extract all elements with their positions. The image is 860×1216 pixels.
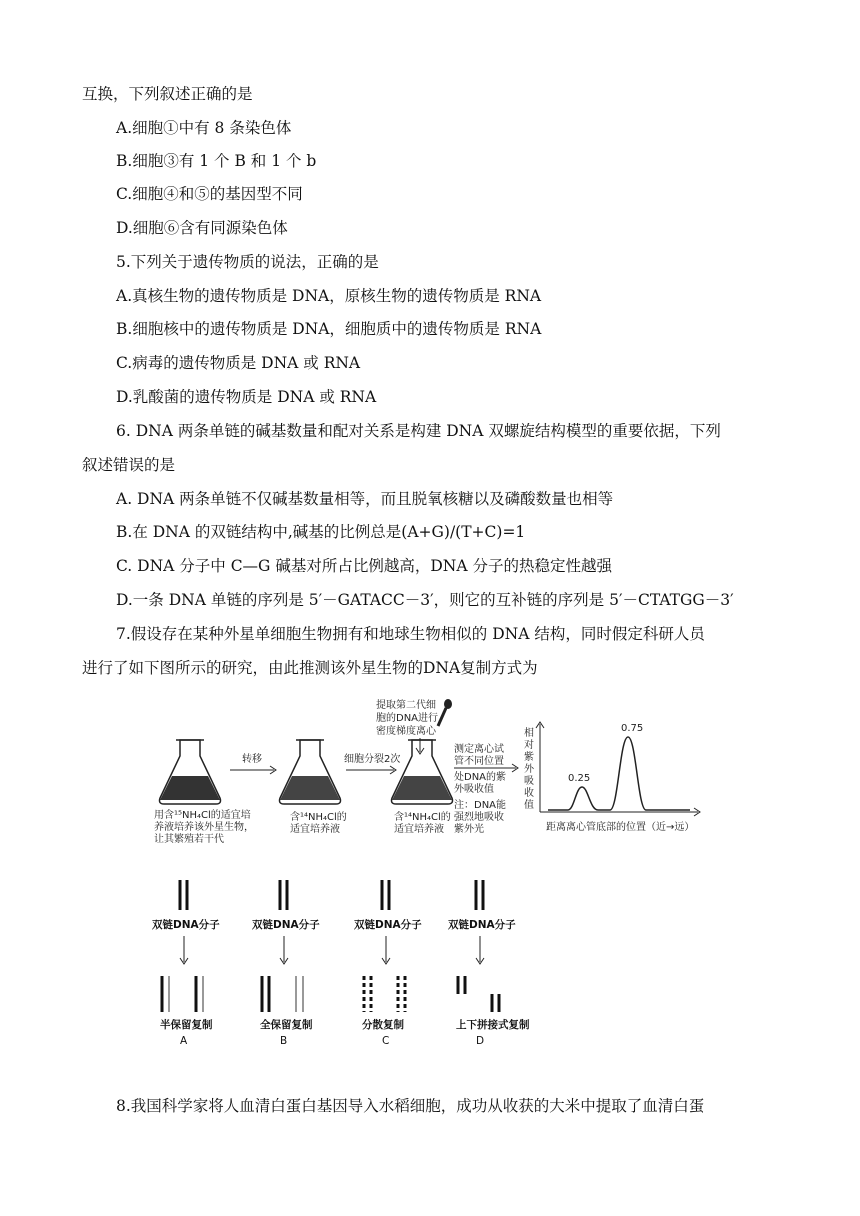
- q4-option-d: D.细胞⑥含有同源染色体: [116, 219, 288, 237]
- dsdna-label: 双链DNA分子: [354, 919, 422, 931]
- note-line-3: 紫外光: [454, 824, 484, 835]
- chart-x-label: 距离离心管底部的位置（近→远）: [546, 822, 695, 833]
- q6-option-b: B.在 DNA 的双链结构中,碱基的比例总是(A+G)/(T+C)=1: [116, 523, 526, 541]
- top-note-line-3: 密度梯度离心: [376, 726, 436, 737]
- question-4-continuation: 互换，下列叙述正确的是: [82, 85, 253, 103]
- arrow-divide-label: 细胞分裂2次: [344, 754, 401, 765]
- chart-y-label-char: 收: [524, 788, 534, 799]
- mode-letter: B: [280, 1035, 288, 1047]
- chart-y-label: [524, 726, 535, 811]
- chart-y-label-char: 紫: [524, 752, 534, 763]
- q5-option-d: D.乳酸菌的遗传物质是 DNA 或 RNA: [116, 388, 377, 406]
- chart-y-label-char: 吸: [524, 776, 534, 787]
- q5-option-a: A.真核生物的遗传物质是 DNA，原核生物的遗传物质是 RNA: [116, 287, 542, 305]
- question-7-stem-cont: 进行了如下图所示的研究，由此推测该外星生物的DNA复制方式为: [82, 659, 538, 677]
- dsdna-label: 双链DNA分子: [448, 919, 516, 931]
- dsdna-label: 双链DNA分子: [152, 919, 220, 931]
- chart-y-label-char: 相: [524, 728, 534, 739]
- q4-option-a: A.细胞①中有 8 条染色体: [116, 119, 292, 137]
- flask-3-label-1: 含¹⁴NH₄Cl的: [394, 812, 451, 823]
- measure-line-4: 外吸收值: [454, 784, 494, 795]
- flask-1: [160, 740, 221, 804]
- question-8-stem: 8.我国科学家将人血清白蛋白基因导入水稻细胞，成功从收获的大米中提取了血清白蛋: [116, 1097, 705, 1115]
- replication-modes: [152, 880, 530, 1047]
- mode-letter: D: [476, 1035, 485, 1047]
- question-6-stem: 6. DNA 两条单链的碱基数量和配对关系是构建 DNA 双螺旋结构模型的重要依据，下列: [116, 422, 721, 440]
- q4-option-c: C.细胞④和⑤的基因型不同: [116, 185, 303, 203]
- mode-name: 全保留复制: [260, 1019, 313, 1031]
- measure-line-2: 管不同位置: [454, 756, 504, 767]
- top-note: [376, 698, 452, 754]
- peak-label-2: 0.75: [621, 723, 644, 734]
- replication-mode-C: [354, 880, 422, 1047]
- replication-mode-D: [448, 880, 530, 1047]
- measure-line-1: 测定离心试: [454, 744, 504, 755]
- mode-letter: C: [382, 1035, 390, 1047]
- flask-3: [392, 740, 453, 804]
- replication-mode-A: [152, 880, 220, 1047]
- mode-name: 分散复制: [362, 1019, 404, 1031]
- q5-option-b: B.细胞核中的遗传物质是 DNA，细胞质中的遗传物质是 RNA: [116, 320, 542, 338]
- question-5-stem: 5.下列关于遗传物质的说法，正确的是: [116, 253, 379, 271]
- flask-1-label-2: 养液培养该外星生物，: [154, 822, 254, 833]
- replication-mode-B: [252, 880, 320, 1047]
- dropper-icon: [438, 708, 446, 726]
- question-7-stem: 7.假设存在某种外星单细胞生物拥有和地球生物相似的 DNA 结构，同时假定科研人员: [116, 625, 705, 643]
- q6-option-d: D.一条 DNA 单链的序列是 5′－GATACC－3′，则它的互补链的序列是 5′－CTATGG－3′: [116, 591, 734, 609]
- flask-2-label-2: 适宜培养液: [290, 824, 340, 835]
- measure-line-3: 处DNA的紫: [454, 772, 507, 783]
- dna-replication-figure: [150, 696, 720, 1052]
- mode-name: 上下拼接式复制: [456, 1019, 530, 1031]
- flask-1-label-1: 用含¹⁵NH₄Cl的适宜培: [154, 810, 251, 821]
- question-6-stem-cont: 叙述错误的是: [82, 456, 176, 474]
- q6-option-c: C. DNA 分子中 C—G 碱基对所占比例越高，DNA 分子的热稳定性越强: [116, 557, 612, 575]
- q5-option-c: C.病毒的遗传物质是 DNA 或 RNA: [116, 354, 361, 372]
- chart-y-label-char: 对: [524, 740, 534, 751]
- flask-2: [280, 740, 341, 804]
- dsdna-label: 双链DNA分子: [252, 919, 320, 931]
- flask-3-label-2: 适宜培养液: [394, 824, 444, 835]
- dropper-bulb-icon: [444, 699, 452, 709]
- top-note-line-2: 胞的DNA进行: [376, 713, 439, 724]
- chart-y-label-char: 值: [524, 800, 534, 811]
- mode-name: 半保留复制: [160, 1019, 213, 1031]
- peak-label-1: 0.25: [568, 773, 591, 784]
- flask-2-label-1: 含¹⁴NH₄Cl的: [290, 812, 347, 823]
- note-line-1: 注：DNA能: [454, 800, 507, 811]
- arrow-transfer-label: 转移: [242, 754, 262, 765]
- q6-option-a: A. DNA 两条单链不仅碱基数量相等，而且脱氧核糖以及磷酸数量也相等: [116, 490, 614, 508]
- top-note-line-1: 提取第二代细: [376, 700, 436, 711]
- q4-option-b: B.细胞③有 1 个 B 和 1 个 b: [116, 152, 317, 170]
- mode-letter: A: [180, 1035, 188, 1047]
- chart-y-label-char: 外: [524, 764, 534, 775]
- note-line-2: 强烈地吸收: [454, 812, 504, 823]
- absorption-chart: [524, 722, 700, 833]
- flask-1-label-3: 让其繁殖若干代: [154, 834, 224, 845]
